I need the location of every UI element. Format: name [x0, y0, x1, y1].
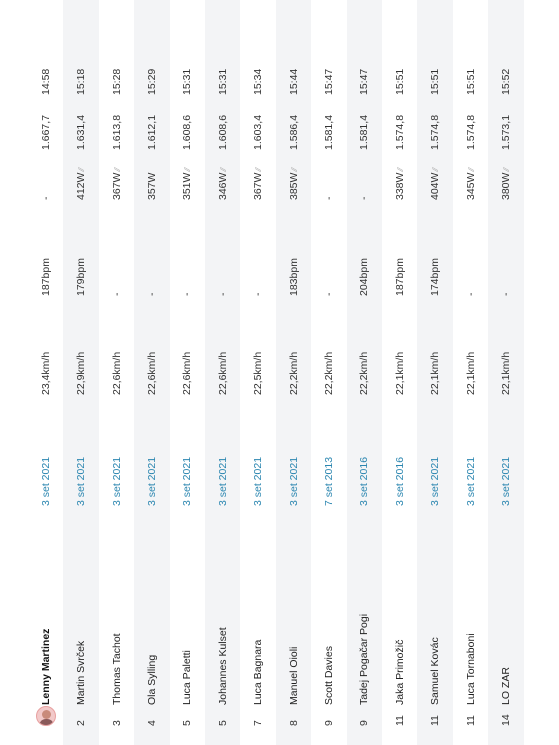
- vam-value: 1.581,4: [322, 114, 335, 150]
- time-value: 15:51: [464, 68, 477, 95]
- effort-date-link[interactable]: 3 set 2021: [145, 456, 158, 506]
- speed-value: 22,1km/h: [429, 351, 442, 395]
- speed-value: 22,2km/h: [322, 351, 335, 395]
- speed-value: 22,1km/h: [499, 351, 512, 395]
- speed-value: 23,4km/h: [39, 351, 52, 395]
- vam-value: 1.581,4: [358, 114, 371, 150]
- hr-value: -: [464, 292, 477, 296]
- vam-value: 1.612,1: [145, 114, 158, 150]
- power-value: 404W⁄⁄: [429, 167, 442, 200]
- power-meter-icon: ⁄⁄: [501, 167, 511, 171]
- power-meter-icon: ⁄⁄: [289, 167, 299, 171]
- time-value: 15:47: [358, 68, 371, 95]
- time-value: 15:52: [499, 68, 512, 95]
- speed-value: 22,2km/h: [358, 351, 371, 395]
- vam-value: 1.586,4: [287, 114, 300, 150]
- effort-date-link[interactable]: 3 set 2021: [287, 456, 300, 506]
- athlete-name[interactable]: Jaka Primožič: [393, 639, 406, 705]
- power-value: 367W⁄⁄: [110, 167, 123, 200]
- athlete-name[interactable]: Ola Sylling: [145, 654, 158, 705]
- speed-value: 22,5km/h: [252, 351, 265, 395]
- hr-value: 187bpm: [393, 258, 406, 296]
- hr-value: -: [499, 292, 512, 296]
- athlete-name[interactable]: Tadej Pogačar Pogi: [358, 613, 371, 705]
- speed-value: 22,2km/h: [287, 351, 300, 395]
- athlete-name[interactable]: Luca Paletti: [181, 650, 194, 705]
- speed-value: 22,1km/h: [464, 351, 477, 395]
- rank-value: 14: [499, 714, 512, 726]
- time-value: 15:29: [145, 68, 158, 95]
- hr-value: -: [322, 292, 335, 296]
- hr-value: 183bpm: [287, 258, 300, 296]
- vam-value: 1.574,8: [464, 114, 477, 150]
- hr-value: -: [216, 292, 229, 296]
- hr-value: 187bpm: [39, 258, 52, 296]
- speed-value: 22,9km/h: [75, 351, 88, 395]
- speed-value: 22,6km/h: [145, 351, 158, 395]
- power-meter-icon: ⁄⁄: [431, 167, 441, 171]
- hr-value: -: [252, 292, 265, 296]
- rank-value: 9: [358, 720, 371, 726]
- power-meter-icon: ⁄⁄: [218, 167, 228, 171]
- speed-value: 22,6km/h: [110, 351, 123, 395]
- power-value: -: [39, 196, 52, 200]
- effort-date-link[interactable]: 3 set 2021: [216, 456, 229, 506]
- time-value: 15:31: [216, 68, 229, 95]
- time-value: 15:47: [322, 68, 335, 95]
- rank-value: 3: [110, 720, 123, 726]
- rank-value: 2: [75, 720, 88, 726]
- hr-value: -: [145, 292, 158, 296]
- power-meter-icon: ⁄⁄: [183, 167, 193, 171]
- rank-value: 11: [429, 715, 442, 726]
- athlete-name[interactable]: Samuel Kovác: [429, 637, 442, 705]
- effort-date-link[interactable]: 3 set 2021: [252, 456, 265, 506]
- rank-value: 8: [287, 720, 300, 726]
- power-value: 338W⁄⁄: [393, 167, 406, 200]
- rank-value: 4: [145, 720, 158, 726]
- vam-value: 1.608,6: [216, 114, 229, 150]
- power-meter-icon: ⁄⁄: [77, 167, 87, 171]
- vam-value: 1.608,6: [181, 114, 194, 150]
- rank-value: 7: [252, 720, 265, 726]
- effort-date-link[interactable]: 3 set 2021: [181, 456, 194, 506]
- vam-value: 1.667,7: [39, 114, 52, 150]
- effort-date-link[interactable]: 3 set 2021: [75, 456, 88, 506]
- rank-value: 11: [393, 715, 406, 726]
- power-value: 412W⁄⁄: [75, 167, 88, 200]
- rank-value: 11: [464, 715, 477, 726]
- effort-date-link[interactable]: 3 set 2016: [393, 456, 406, 506]
- hr-value: -: [110, 292, 123, 296]
- power-value: 346W⁄⁄: [216, 167, 229, 200]
- rank-value: 5: [181, 720, 194, 726]
- vam-value: 1.631,4: [75, 114, 88, 150]
- vam-value: 1.574,8: [429, 114, 442, 150]
- athlete-name[interactable]: Johannes Kulset: [216, 627, 229, 705]
- speed-value: 22,1km/h: [393, 351, 406, 395]
- time-value: 15:31: [181, 68, 194, 95]
- effort-date-link[interactable]: 3 set 2021: [464, 456, 477, 506]
- power-meter-icon: ⁄⁄: [466, 167, 476, 171]
- time-value: 15:34: [252, 68, 265, 95]
- time-value: 15:51: [429, 68, 442, 95]
- athlete-name[interactable]: Luca Tornaboni: [464, 633, 477, 705]
- power-value: 385W⁄⁄: [287, 167, 300, 200]
- athlete-name[interactable]: Scott Davies: [322, 646, 335, 705]
- power-value: 345W⁄⁄: [464, 167, 477, 200]
- hr-value: 204bpm: [358, 258, 371, 296]
- effort-date-link[interactable]: 3 set 2021: [110, 456, 123, 506]
- effort-date-link[interactable]: 3 set 2016: [358, 456, 371, 506]
- time-value: 15:18: [75, 68, 88, 95]
- hr-value: 179bpm: [75, 258, 88, 296]
- power-meter-icon: ⁄⁄: [395, 167, 405, 171]
- athlete-name[interactable]: Lenny Martinez: [39, 628, 52, 705]
- effort-date-link[interactable]: 3 set 2021: [429, 456, 442, 506]
- power-value: 367W⁄⁄: [252, 167, 265, 200]
- hr-value: 174bpm: [429, 258, 442, 296]
- power-value: 357W: [145, 172, 158, 200]
- hr-value: -: [181, 292, 194, 296]
- athlete-name[interactable]: LO ZAR: [499, 667, 512, 705]
- time-value: 15:44: [287, 68, 300, 95]
- athlete-name[interactable]: Manuel Oioli: [287, 646, 300, 705]
- vam-value: 1.574,8: [393, 114, 406, 150]
- time-value: 15:28: [110, 68, 123, 95]
- athlete-name[interactable]: Luca Bagnara: [252, 639, 265, 705]
- power-value: 351W⁄⁄: [181, 167, 194, 200]
- power-meter-icon: ⁄⁄: [112, 167, 122, 171]
- athlete-name[interactable]: Martin Svrček: [75, 640, 88, 705]
- rank-value: 9: [322, 720, 335, 726]
- time-value: 15:51: [393, 68, 406, 95]
- power-value: -: [322, 196, 335, 200]
- power-value: -: [358, 196, 371, 200]
- speed-value: 22,6km/h: [216, 351, 229, 395]
- vam-value: 1.573,1: [499, 114, 512, 150]
- speed-value: 22,6km/h: [181, 351, 194, 395]
- vam-value: 1.613,8: [110, 114, 123, 150]
- effort-date-link[interactable]: 3 set 2021: [499, 456, 512, 506]
- effort-date-link[interactable]: 3 set 2021: [39, 456, 52, 506]
- athlete-name[interactable]: Thomas Tachot: [110, 633, 123, 705]
- vam-value: 1.603,4: [252, 114, 265, 150]
- power-meter-icon: ⁄⁄: [254, 167, 264, 171]
- avatar-icon: [36, 706, 56, 726]
- time-value: 14:58: [39, 68, 52, 95]
- effort-date-link[interactable]: 7 set 2013: [322, 456, 335, 506]
- power-value: 380W⁄⁄: [499, 167, 512, 200]
- rank-value: 5: [216, 720, 229, 726]
